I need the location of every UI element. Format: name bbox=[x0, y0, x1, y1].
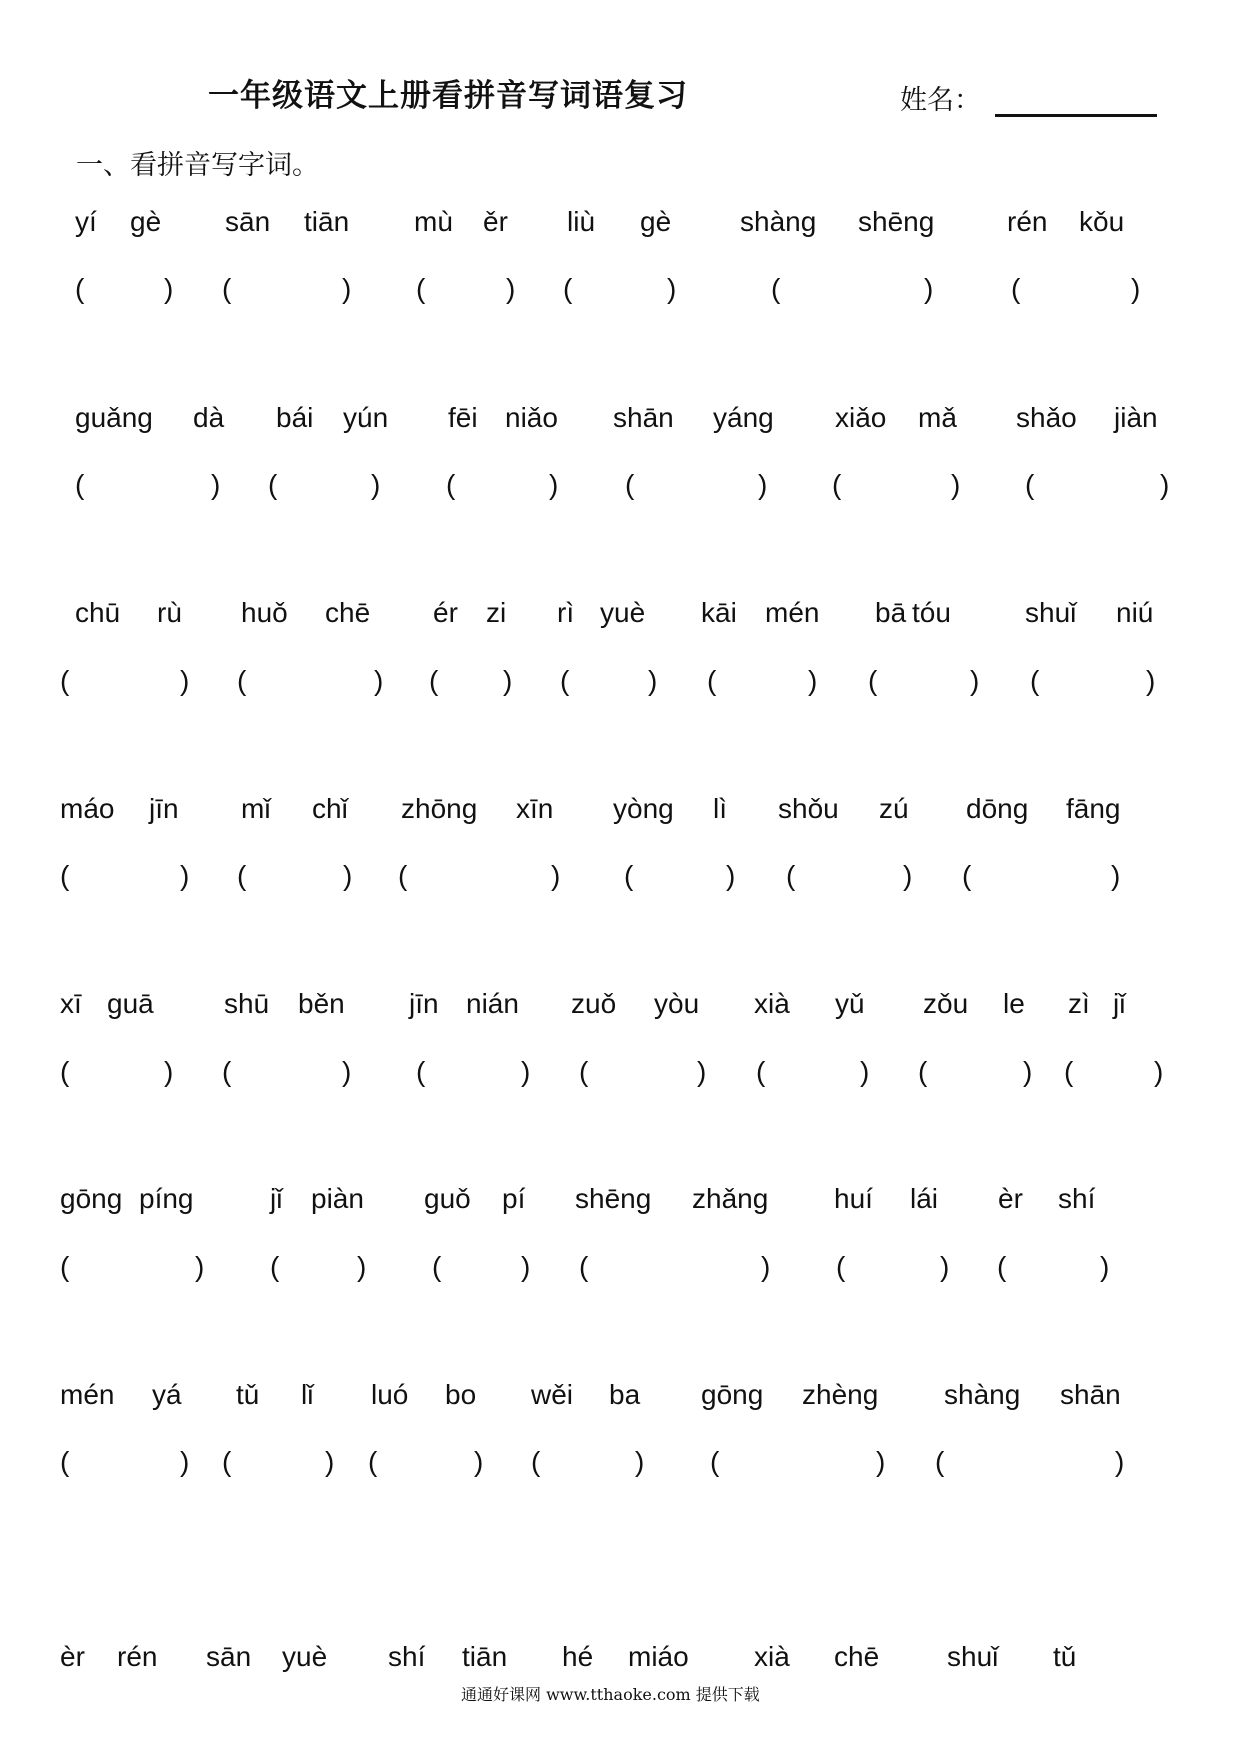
pinyin-syllable: shān bbox=[613, 402, 674, 433]
pinyin-syllable: lái bbox=[910, 1183, 939, 1214]
page-title: 一年级语文上册看拼音写词语复习 bbox=[208, 78, 688, 114]
pinyin-syllable: shū bbox=[224, 988, 270, 1019]
pinyin-syllable: chē bbox=[325, 597, 371, 628]
pinyin-syllable: jīn bbox=[409, 988, 439, 1019]
pinyin-syllable: mén bbox=[765, 597, 820, 628]
pinyin-syllable: shēng bbox=[858, 206, 935, 237]
pinyin-syllable: miáo bbox=[628, 1641, 689, 1672]
pinyin-syllable: mǐ bbox=[241, 793, 271, 824]
pinyin-syllable: gè bbox=[130, 206, 162, 237]
pinyin-syllable: hé bbox=[562, 1641, 594, 1672]
pinyin-syllable: tóu bbox=[912, 597, 951, 628]
pinyin-syllable: zuǒ bbox=[571, 988, 617, 1019]
pinyin-syllable: fēi bbox=[448, 402, 478, 433]
pinyin-syllable: èr bbox=[60, 1641, 85, 1672]
pinyin-syllable: yòng bbox=[613, 793, 674, 824]
pinyin-syllable: zú bbox=[879, 793, 909, 824]
pinyin-syllable: xī bbox=[60, 988, 82, 1019]
name-blank-line[interactable] bbox=[995, 88, 1157, 117]
pinyin-syllable: chū bbox=[75, 597, 121, 628]
pinyin-syllable: zhèng bbox=[802, 1379, 879, 1410]
pinyin-syllable: le bbox=[1003, 988, 1025, 1019]
pinyin-syllable: luó bbox=[371, 1379, 409, 1410]
pinyin-syllable: ér bbox=[433, 597, 458, 628]
pinyin-syllable: tiān bbox=[462, 1641, 508, 1672]
pinyin-syllable: shuǐ bbox=[947, 1641, 999, 1672]
pinyin-syllable: chǐ bbox=[312, 793, 348, 824]
pinyin-syllable: rù bbox=[157, 597, 182, 628]
pinyin-syllable: sān bbox=[206, 1641, 252, 1672]
pinyin-syllable: yá bbox=[152, 1379, 182, 1410]
pinyin-syllable: jīn bbox=[149, 793, 179, 824]
pinyin-syllable: huǒ bbox=[241, 597, 288, 628]
pinyin-syllable: jǐ bbox=[1113, 988, 1126, 1019]
pinyin-syllable: shān bbox=[1060, 1379, 1121, 1410]
pinyin-syllable: ba bbox=[609, 1379, 641, 1410]
pinyin-syllable: shǎo bbox=[1016, 402, 1077, 433]
pinyin-syllable: mù bbox=[414, 206, 453, 237]
pinyin-syllable: rén bbox=[1007, 206, 1048, 237]
pinyin-syllable: shuǐ bbox=[1025, 597, 1077, 628]
pinyin-syllable: yuè bbox=[282, 1641, 328, 1672]
pinyin-syllable: wěi bbox=[531, 1379, 574, 1410]
pinyin-syllable: liù bbox=[567, 206, 596, 237]
pinyin-syllable: kǒu bbox=[1079, 206, 1125, 237]
pinyin-syllable: gōng bbox=[701, 1379, 764, 1410]
pinyin-syllable: dà bbox=[193, 402, 225, 433]
pinyin-syllable: jǐ bbox=[270, 1183, 283, 1214]
pinyin-syllable: píng bbox=[139, 1183, 194, 1214]
pinyin-syllable: guǎng bbox=[75, 402, 153, 433]
pinyin-syllable: gōng bbox=[60, 1183, 123, 1214]
pinyin-syllable: jiàn bbox=[1114, 402, 1158, 433]
pinyin-syllable: shēng bbox=[575, 1183, 652, 1214]
pinyin-syllable: xiǎo bbox=[835, 402, 887, 433]
pinyin-syllable: lì bbox=[713, 793, 727, 824]
pinyin-syllable: dōng bbox=[966, 793, 1029, 824]
pinyin-syllable: nián bbox=[466, 988, 519, 1019]
pinyin-syllable: bái bbox=[276, 402, 314, 433]
pinyin-syllable: shí bbox=[388, 1641, 426, 1672]
pinyin-syllable: ěr bbox=[483, 206, 508, 237]
pinyin-syllable: fāng bbox=[1066, 793, 1121, 824]
pinyin-syllable: tǔ bbox=[236, 1379, 260, 1410]
pinyin-syllable: tiān bbox=[304, 206, 350, 237]
pinyin-syllable: rén bbox=[117, 1641, 158, 1672]
pinyin-syllable: yuè bbox=[600, 597, 646, 628]
pinyin-syllable: niú bbox=[1116, 597, 1154, 628]
pinyin-syllable: zhǎng bbox=[692, 1183, 769, 1214]
pinyin-syllable: yáng bbox=[713, 402, 774, 433]
pinyin-syllable: huí bbox=[834, 1183, 873, 1214]
pinyin-syllable: bā bbox=[875, 597, 907, 628]
pinyin-syllable: shǒu bbox=[778, 793, 839, 824]
pinyin-syllable: xià bbox=[754, 988, 790, 1019]
pinyin-syllable: zi bbox=[486, 597, 507, 628]
pinyin-syllable: shàng bbox=[740, 206, 817, 237]
pinyin-syllable: bo bbox=[445, 1379, 477, 1410]
pinyin-syllable: máo bbox=[60, 793, 115, 824]
pinyin-syllable: niǎo bbox=[505, 402, 558, 433]
pinyin-syllable: pí bbox=[502, 1183, 526, 1214]
pinyin-syllable: guǒ bbox=[424, 1183, 471, 1214]
pinyin-syllable: zhōng bbox=[401, 793, 478, 824]
pinyin-syllable: rì bbox=[557, 597, 575, 628]
section-heading: 一、看拼音写字词。 bbox=[76, 150, 319, 181]
pinyin-syllable: shàng bbox=[944, 1379, 1021, 1410]
pinyin-syllable: yǔ bbox=[835, 988, 865, 1019]
pinyin-syllable: gè bbox=[640, 206, 672, 237]
pinyin-syllable: tǔ bbox=[1053, 1641, 1077, 1672]
pinyin-syllable: shí bbox=[1058, 1183, 1096, 1214]
pinyin-syllable: kāi bbox=[701, 597, 737, 628]
name-label: 姓名： bbox=[900, 85, 981, 116]
pinyin-syllable: mén bbox=[60, 1379, 115, 1410]
pinyin-syllable: guā bbox=[107, 988, 154, 1019]
pinyin-syllable: yí bbox=[75, 206, 97, 237]
pinyin-syllable: èr bbox=[998, 1183, 1023, 1214]
footer-credit: 通通好课网 www.tthaoke.com 提供下载 bbox=[461, 1685, 760, 1704]
pinyin-syllable: lǐ bbox=[301, 1379, 314, 1410]
name-field bbox=[900, 78, 1157, 117]
pinyin-syllable: yún bbox=[343, 402, 389, 433]
pinyin-syllable: zì bbox=[1068, 988, 1090, 1019]
pinyin-syllable: chē bbox=[834, 1641, 880, 1672]
pinyin-syllable: piàn bbox=[311, 1183, 364, 1214]
pinyin-syllable: yòu bbox=[654, 988, 700, 1019]
pinyin-syllable: zǒu bbox=[923, 988, 969, 1019]
pinyin-syllable: sān bbox=[225, 206, 271, 237]
pinyin-syllable: běn bbox=[298, 988, 345, 1019]
pinyin-syllable: xīn bbox=[516, 793, 554, 824]
pinyin-syllable: xià bbox=[754, 1641, 790, 1672]
pinyin-syllable: mǎ bbox=[918, 402, 957, 433]
